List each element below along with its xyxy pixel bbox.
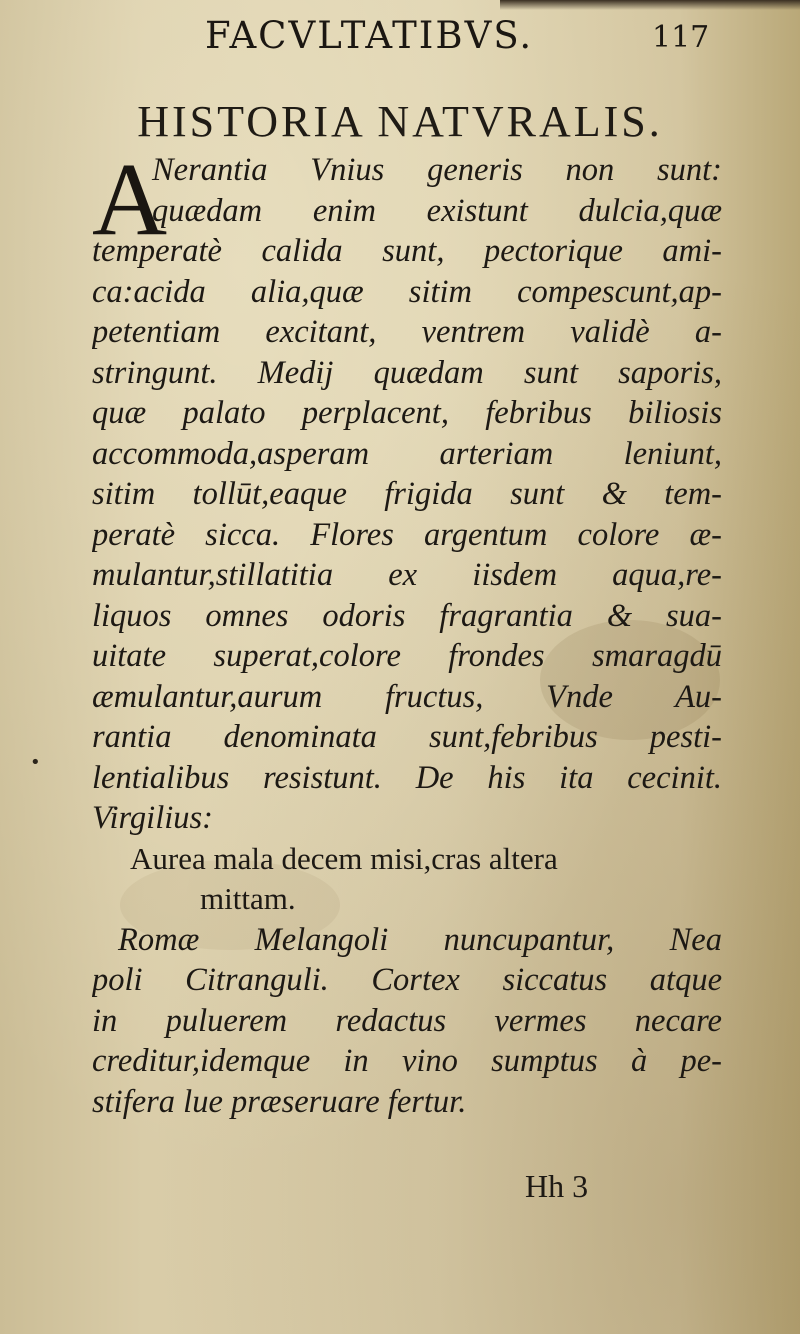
text-line: stifera lue præseruare fertur. bbox=[92, 1083, 467, 1120]
text-line: creditur,idemque in vino sumptus à pe- bbox=[92, 1043, 722, 1079]
text-line: in puluerem redactus vermes necare bbox=[92, 1002, 722, 1039]
text-line: Romæ Melangoli nuncupantur, Nea bbox=[118, 921, 722, 958]
text-line: temperatè calida sunt, pectorique ami- bbox=[92, 233, 722, 269]
text-line: accommoda,asperam arteriam leniunt, bbox=[92, 435, 722, 472]
verse-line: mittam. bbox=[200, 881, 296, 916]
text-line: uitate superat,colore frondes smaragdū bbox=[92, 638, 722, 674]
text-line: mulantur,stillatitia ex iisdem aqua,re- bbox=[92, 557, 722, 593]
text-line: ca:acida alia,quæ sitim compescunt,ap- bbox=[92, 273, 722, 310]
text-line: rantia denominata sunt,febribus pesti- bbox=[92, 719, 722, 755]
body-text bbox=[92, 142, 722, 1122]
text-line: poli Citranguli. Cortex siccatus atque bbox=[92, 962, 722, 998]
section-title: HISTORIA NATVRALIS. bbox=[137, 97, 663, 146]
page-number: 117 bbox=[652, 20, 710, 55]
text-line: stringunt. Medij quædam sunt saporis, bbox=[92, 354, 722, 391]
signature-mark: Hh 3 bbox=[525, 1168, 589, 1204]
running-head bbox=[0, 14, 800, 64]
running-title: FACVLTATIBVS. bbox=[205, 14, 534, 57]
page-top-shadow bbox=[500, 0, 800, 10]
text-line: Nerantia Vnius generis non sunt: bbox=[152, 152, 722, 188]
margin-mark: • bbox=[30, 752, 41, 773]
drop-capital: A bbox=[92, 142, 168, 257]
text-line: petentiam excitant, ventrem validè a- bbox=[92, 314, 722, 350]
text-line: lentialibus resistunt. De his ita cecinit. bbox=[92, 759, 722, 796]
text-line: liquos omnes odoris fragrantia & sua- bbox=[92, 597, 722, 634]
text-line: quæ palato perplacent, febribus biliosis bbox=[92, 395, 722, 431]
text-line: quædam enim existunt dulcia,quæ bbox=[152, 192, 722, 229]
verse-line: Aurea mala decem misi,cras altera bbox=[130, 840, 558, 876]
text-line: Virgilius: bbox=[92, 800, 213, 836]
text-line: sitim tollūt,eaque frigida sunt & tem- bbox=[92, 476, 722, 512]
text-line: æmulantur,aurum fructus, Vnde Au- bbox=[92, 678, 722, 715]
text-line: peratè sicca. Flores argentum colore æ- bbox=[92, 516, 722, 553]
